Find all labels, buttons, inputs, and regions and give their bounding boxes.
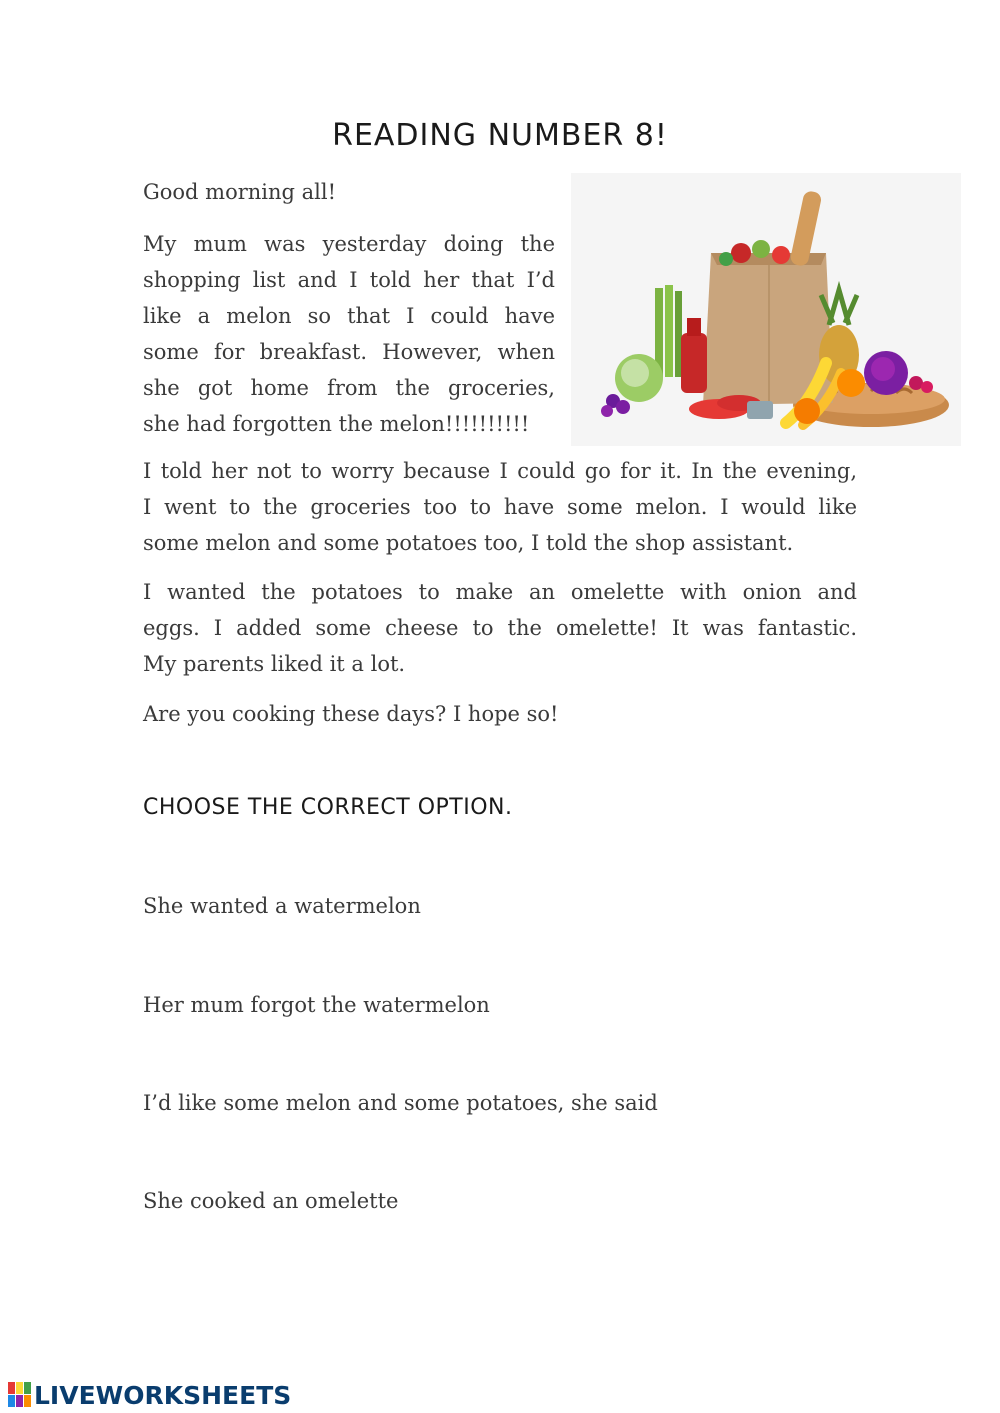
paragraph-3 [143,574,857,682]
footer-brand[interactable] [8,1380,291,1410]
sauce-bottle-icon [681,318,707,393]
paragraph-line: I told her not to worry because I could go for it. In the evening, [143,459,857,483]
question-item[interactable]: She wanted a watermelon [143,894,421,918]
paragraph-2 [143,453,857,561]
red-cabbage-icon [864,351,908,395]
question-item[interactable]: Her mum forgot the watermelon [143,993,490,1017]
cabbage-icon [615,354,663,402]
paragraph-line: she got home from the groceries, [143,376,555,400]
page-title: READING NUMBER 8! [332,118,668,153]
paragraph-1 [143,226,555,442]
greeting-text: Good morning all! [143,180,337,204]
paragraph-4: Are you cooking these days? I hope so! [143,702,559,726]
celery-icon [655,285,682,378]
exercise-heading: CHOOSE THE CORRECT OPTION. [143,795,513,820]
paragraph-line: eggs. I added some cheese to the omelette! It was fantastic. [143,616,857,640]
question-item[interactable]: She cooked an omelette [143,1189,399,1213]
paragraph-line: she had forgotten the melon!!!!!!!!!! [143,412,530,436]
grocery-bag-image [571,173,961,446]
can-icon [747,401,773,419]
paragraph-line: shopping list and I told her that I’d [143,268,555,292]
paragraph-line: My mum was yesterday doing the [143,232,555,256]
paragraph-line: I went to the groceries too to have some melon. I would like [143,495,857,519]
paragraph-line: like a melon so that I could have [143,304,555,328]
liveworksheets-logo-icon [8,1382,32,1408]
paragraph-line: some melon and some potatoes too, I told the shop assistant. [143,531,794,555]
question-item[interactable]: I’d like some melon and some potatoes, she said [143,1091,658,1115]
paragraph-line: some for breakfast. However, when [143,340,555,364]
paragraph-line: I wanted the potatoes to make an omelette with onion and [143,580,857,604]
paragraph-line: My parents liked it a lot. [143,652,406,676]
footer-brand-text: LIVEWORKSHEETS [34,1380,292,1410]
